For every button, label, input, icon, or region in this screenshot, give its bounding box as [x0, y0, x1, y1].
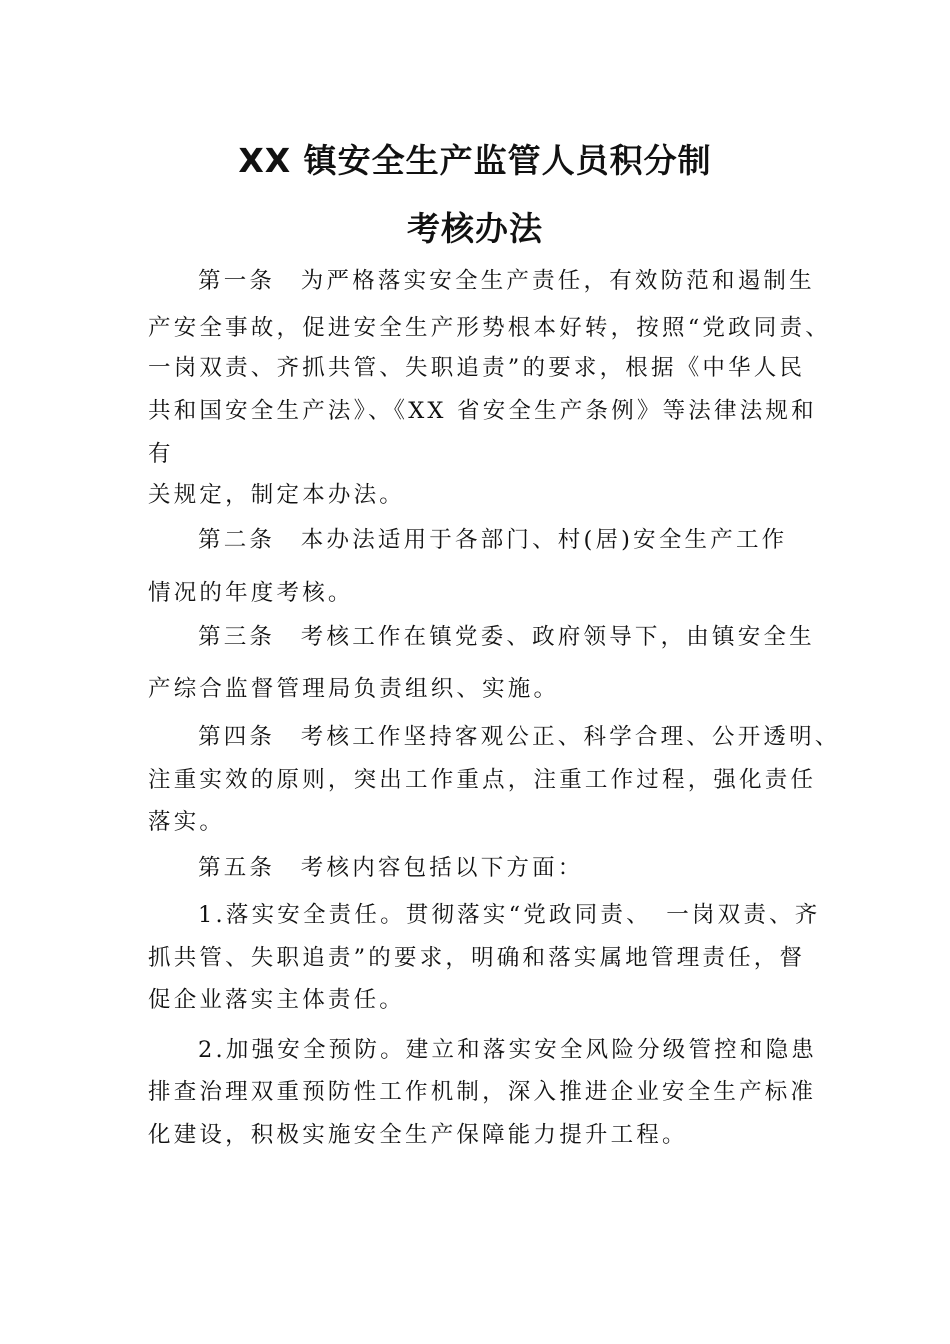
document-title-line-1: XX 镇安全生产监管人员积分制: [238, 141, 712, 180]
article-3-line-2: 产综合监督管理局负责组织、实施。: [148, 676, 560, 702]
document-title-line-2: 考核办法: [407, 209, 543, 248]
article-1-line-1: 第一条 为严格落实安全生产责任，有效防范和遏制生: [198, 268, 815, 294]
item-1-line-2: 抓共管、失职追责”的要求，明确和落实属地管理责任，督: [148, 945, 806, 971]
article-4-line-3: 落实。: [148, 809, 226, 835]
article-4-line-2: 注重实效的原则，突出工作重点，注重工作过程，强化责任: [148, 767, 817, 793]
item-2-line-1: 2.加强安全预防。建立和落实安全风险分级管控和隐患: [198, 1037, 817, 1063]
article-2-line-2: 情况的年度考核。: [148, 580, 354, 606]
article-1-line-2: 产安全事故，促进安全生产形势根本好转，按照“党政同责、: [148, 315, 831, 341]
article-4-line-1: 第四条 考核工作坚持客观公正、科学合理、公开透明、: [198, 724, 841, 750]
article-1-line-5: 有: [148, 441, 174, 467]
item-2-line-3: 化建设，积极实施安全生产保障能力提升工程。: [148, 1122, 688, 1148]
article-1-line-6: 关规定，制定本办法。: [148, 482, 406, 508]
article-2-line-1: 第二条 本办法适用于各部门、村(居)安全生产工作: [198, 527, 788, 553]
item-1-line-3: 促企业落实主体责任。: [148, 987, 406, 1013]
article-1-line-4: 共和国安全生产法》、《XX 省安全生产条例》等法律法规和: [148, 398, 817, 424]
item-1-line-1: 1.落实安全责任。贯彻落实“党政同责、 一岗双责、齐: [198, 902, 821, 928]
article-5-line-1: 第五条 考核内容包括以下方面：: [198, 855, 584, 881]
item-2-line-2: 排查治理双重预防性工作机制，深入推进企业安全生产标准: [148, 1079, 817, 1105]
article-1-line-3: 一岗双责、齐抓共管、失职追责”的要求，根据《中华人民: [148, 355, 806, 381]
article-3-line-1: 第三条 考核工作在镇党委、政府领导下，由镇安全生: [198, 624, 815, 650]
